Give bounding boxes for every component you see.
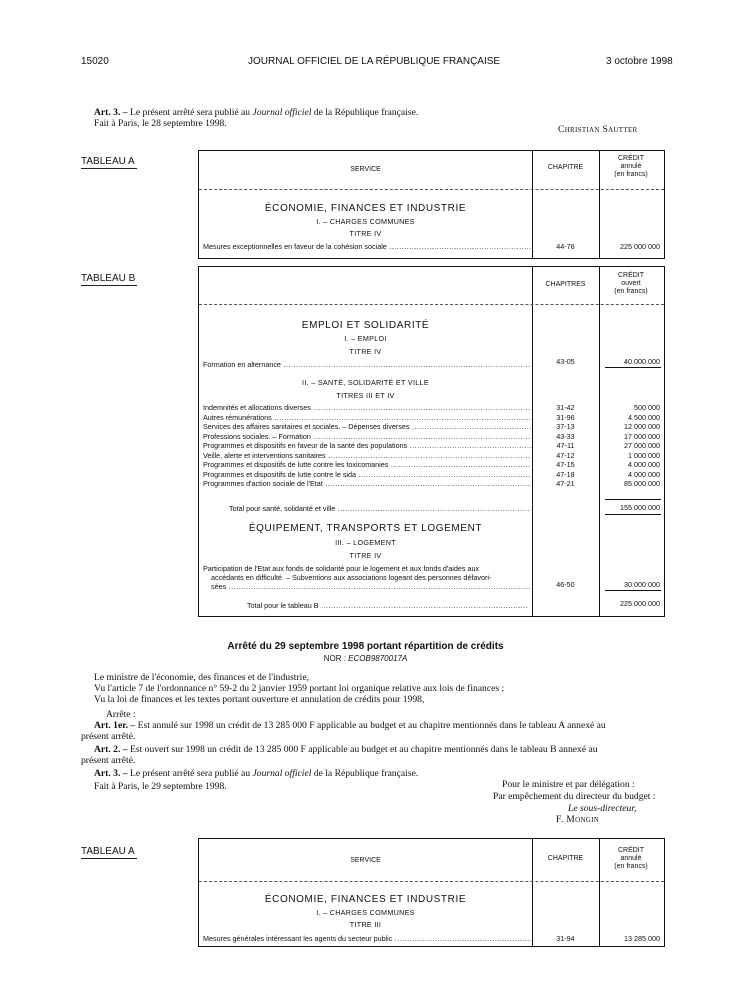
col-chapitre-header: CHAPITRE [547, 855, 584, 862]
art3b-label: Art. 3. – [94, 768, 128, 779]
paragraph: Vu l'article 7 de l'ordonnance n° 59-2 du 2 janvier 1959 portant loi organique relative aux lois de finances ; [94, 683, 505, 694]
art1-paragraph [94, 720, 606, 731]
credit-line: annulé [620, 855, 642, 862]
art3-end: de la République française. [313, 107, 419, 118]
row-amount: 4 000 000 [628, 469, 660, 479]
sub-heading: II. – SANTÉ, SOLIDARITÉ ET VILLE [302, 378, 429, 387]
row-label: sées [211, 582, 227, 591]
row-chapitre: 37-13 [556, 422, 575, 432]
row-amount: 27 000 000 [624, 441, 660, 451]
signature: Christian Sautter [558, 124, 638, 135]
col-credit-header [599, 155, 663, 179]
row-amount: 40 000 000 [624, 357, 660, 366]
table-row [203, 441, 531, 450]
row-amount: 1 000 000 [628, 450, 660, 460]
art2-continuation: présent arrêté. [81, 755, 136, 766]
row-amount: 13 285 000 [624, 934, 660, 943]
sub-heading: III. – LOGEMENT [335, 538, 396, 547]
row-amount: 85 000 000 [624, 479, 660, 489]
table-row [203, 470, 531, 479]
col-chapitres-header: CHAPITRES [545, 281, 586, 288]
col-service-header: SERVICE [350, 857, 381, 864]
total-label: Total pour le tableau B [247, 601, 319, 610]
row-amount: 4 000 000 [628, 460, 660, 470]
credit-line: CRÉDIT [617, 847, 645, 854]
sub-heading: TITRES III ET IV [336, 391, 395, 400]
row-amount: 12 000 000 [624, 422, 660, 432]
row-chapitre: 47-12 [556, 450, 575, 460]
row-amount: 30 000 000 [624, 580, 660, 589]
subtotal-rule [605, 499, 661, 500]
sub-heading: I. – EMPLOI [344, 334, 387, 343]
paragraph: Le ministre de l'économie, des finances et de l'industrie, [94, 672, 309, 683]
row-label: Professions sociales. – Formation [203, 431, 311, 441]
row-label: Programmes et dispositifs de lutte contre les toxicomanies [203, 460, 389, 470]
art3b-text: Le présent arrêté sera publié au [129, 768, 251, 779]
sub-heading: TITRE III [349, 920, 382, 929]
ministry-heading: ÉCONOMIE, FINANCES ET INDUSTRIE [264, 894, 467, 905]
table-row [203, 242, 531, 251]
row-amount: 4 500 000 [628, 412, 660, 422]
row-chapitre: 47-18 [556, 469, 575, 479]
table-row [203, 934, 531, 943]
nor-label: NOR : [323, 654, 346, 663]
art3b-journal: Journal officiel [252, 768, 312, 779]
row-amount: 17 000 000 [624, 431, 660, 441]
row-amount: 500 000 [634, 403, 660, 412]
total-label: Total pour santé, solidarité et ville [229, 504, 336, 513]
sub-heading: I. – CHARGES COMMUNES [316, 217, 415, 226]
table-row [203, 422, 531, 431]
credit-line: CRÉDIT [617, 272, 645, 279]
credit-line: CRÉDIT [617, 155, 645, 162]
credit-line: (en francs) [614, 863, 648, 870]
col-credit-header [599, 272, 663, 296]
tableau-a-table [198, 150, 665, 259]
signature-name: F. Mongin [556, 814, 600, 825]
table-row [203, 479, 531, 488]
fait-a-paris: Fait à Paris, le 28 septembre 1998. [94, 118, 227, 129]
table-row [211, 582, 531, 591]
arrete-title: Arrêté du 29 septembre 1998 portant répartition de crédits [227, 641, 504, 652]
credit-line: ouvert [621, 280, 641, 287]
table-row [203, 432, 531, 441]
fait-a-paris-2: Fait à Paris, le 29 septembre 1998. [94, 781, 227, 792]
row-label: accédants en difficulté. – Subventions aux associations logeant des personnes défavori- [211, 573, 492, 582]
signature-line: Par empêchement du directeur du budget : [493, 791, 656, 802]
signature-line: Le sous-directeur, [568, 803, 637, 814]
row-label: Mesures exceptionnelles en faveur de la cohésion sociale [203, 242, 387, 251]
header-separator [199, 304, 664, 305]
table-row [203, 451, 531, 460]
row-label: Programmes d'action sociale de l'Etat [203, 479, 323, 489]
row-chapitre: 43-33 [556, 431, 575, 441]
page-number: 15020 [81, 56, 109, 67]
total-row [247, 601, 529, 610]
art3b-paragraph [94, 768, 418, 779]
row-chapitre: 31-42 [556, 403, 575, 412]
art3-paragraph [94, 107, 418, 118]
paragraph: Vu la loi de finances et les textes portant ouverture et annulation de crédits pour 1998, [94, 694, 425, 705]
row-chapitre: 31-94 [556, 934, 575, 943]
ministry-heading: ÉCONOMIE, FINANCES ET INDUSTRIE [264, 203, 467, 214]
art2-paragraph [94, 744, 598, 755]
table-row [203, 360, 531, 369]
tableau-a2-table [198, 838, 665, 947]
subtotal-rule [605, 367, 661, 368]
header-separator [199, 189, 664, 190]
table-row [203, 460, 531, 469]
row-chapitre: 47-11 [556, 441, 575, 451]
subtotal-rule [605, 514, 661, 515]
col-service-header: SERVICE [350, 166, 381, 173]
art3b-end: de la République française. [313, 768, 419, 779]
credit-line: annulé [620, 163, 642, 170]
signature-line: Pour le ministre et par délégation : [502, 779, 635, 790]
row-label: Services des affaires sanitaires et sociales. – Dépenses diverses [203, 422, 410, 432]
nor-value: ECOB9870017A [348, 654, 408, 663]
art2-text: Est ouvert sur 1998 un crédit de 13 285 000 F applicable au budget et au chapitre mentionnés dans le tableau B annexé au [129, 744, 598, 755]
table-row [203, 564, 531, 573]
row-chapitre: 46-50 [556, 580, 575, 589]
credit-line: (en francs) [614, 288, 648, 295]
tableau-b-table [198, 266, 665, 617]
header-separator [199, 881, 664, 882]
row-label: Programmes et dispositifs en faveur de la santé des populations [203, 441, 408, 451]
col-credit-header [599, 847, 663, 871]
sub-heading: TITRE IV [349, 347, 382, 356]
row-amount: 225 000 000 [620, 242, 660, 251]
sub-heading: I. – CHARGES COMMUNES [316, 908, 415, 917]
row-chapitre: 31-96 [556, 412, 575, 422]
art1-text: Est annulé sur 1998 un crédit de 13 285 000 F applicable au budget et au chapitre mentionnés dans le tableau A annexé au [137, 720, 606, 731]
table-row [203, 403, 531, 412]
art3-journal: Journal officiel [252, 107, 312, 118]
art2-label: Art. 2. – [94, 744, 128, 755]
subtotal-rule [605, 590, 661, 591]
nor-reference [0, 654, 731, 663]
table-row [211, 573, 531, 582]
art3-label: Art. 3. – [94, 107, 128, 118]
row-label: Indemnités et allocations diverses [203, 403, 311, 412]
row-label: Formation en alternance [203, 360, 281, 369]
ministry-heading: EMPLOI ET SOLIDARITÉ [301, 320, 430, 331]
sub-heading: TITRE IV [349, 229, 382, 238]
ministry-heading: ÉQUIPEMENT, TRANSPORTS ET LOGEMENT [248, 523, 483, 534]
row-label: Autres rémunérations [203, 412, 272, 422]
table-row [203, 413, 531, 422]
art1-continuation: présent arrêté. [81, 731, 136, 742]
journal-title: JOURNAL OFFICIEL DE LA RÉPUBLIQUE FRANÇAISE [248, 56, 501, 67]
arrete-word: Arrête : [106, 709, 136, 720]
row-chapitre: 44-76 [556, 242, 575, 251]
issue-date: 3 octobre 1998 [606, 56, 673, 67]
row-label: Mesures générales intéressant les agents du secteur public [203, 934, 393, 943]
tableau-b-label: TABLEAU B [81, 273, 136, 284]
tableau-a2-label: TABLEAU A [81, 846, 137, 859]
sub-heading: TITRE IV [349, 551, 382, 560]
row-label: Veille, alerte et interventions sanitaires [203, 450, 326, 460]
row-label: Participation de l'Etat aux fonds de solidarité pour le logement et aux fonds d'aides aux [203, 564, 480, 573]
art1-label: Art. 1er. – [94, 720, 136, 731]
row-chapitre: 43-05 [556, 357, 575, 366]
art3-text: Le présent arrêté sera publié au [129, 107, 251, 118]
row-chapitre: 47-15 [556, 460, 575, 470]
total-amount: 155 000 000 [620, 503, 660, 512]
total-row [229, 504, 529, 513]
total-amount: 225 000 000 [620, 599, 660, 608]
row-chapitre: 47-21 [556, 479, 575, 489]
credit-line: (en francs) [614, 171, 648, 178]
tableau-a-label: TABLEAU A [81, 156, 137, 169]
row-label: Programmes et dispositifs de lutte contre le sida [203, 469, 357, 479]
col-chapitre-header: CHAPITRE [547, 164, 584, 171]
